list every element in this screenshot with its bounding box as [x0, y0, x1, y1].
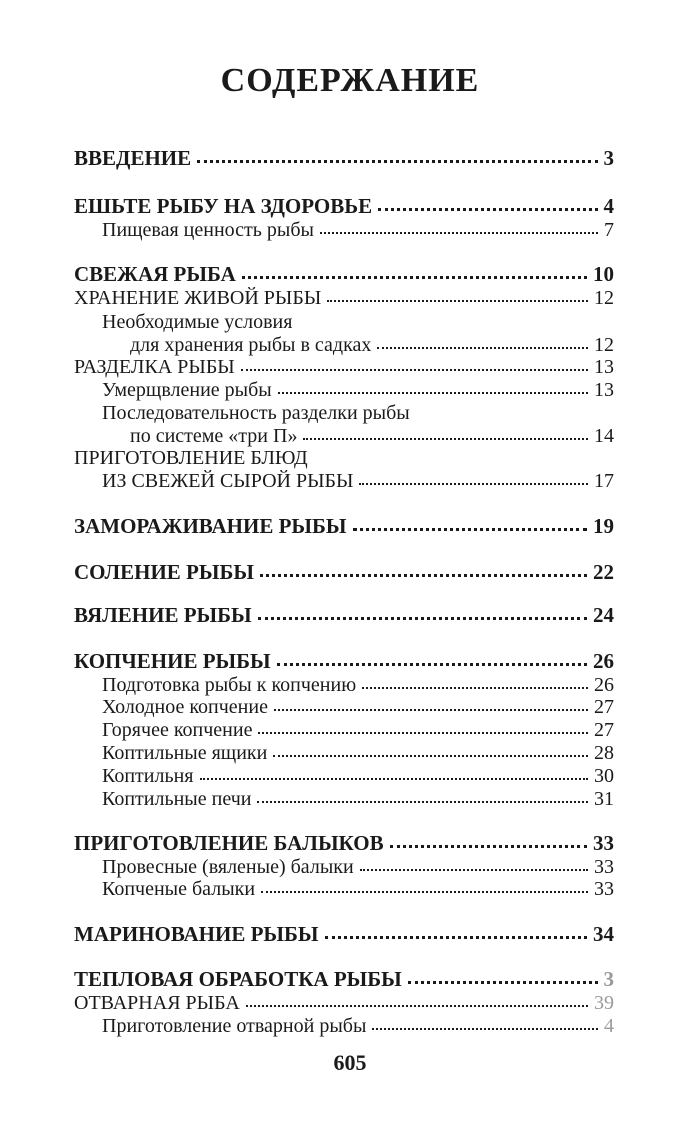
toc-entry[interactable] — [102, 764, 614, 788]
toc-entry-page: 13 — [594, 379, 614, 401]
dot-leader — [260, 568, 587, 577]
toc-entry-title: по системе «три П» — [130, 425, 298, 447]
toc-entry[interactable] — [102, 218, 614, 242]
dot-leader — [408, 975, 598, 984]
toc-entry-page: 31 — [594, 788, 614, 810]
toc-entry-page: 26 — [594, 674, 614, 696]
toc-entry-title: для хранения рыбы в садках — [130, 334, 372, 356]
toc-entry-title: КОПЧЕНИЕ РЫБЫ — [74, 649, 271, 673]
dot-leader — [261, 885, 588, 893]
toc-entry-title: Коптильные ящики — [102, 742, 268, 764]
dot-leader — [246, 999, 588, 1007]
toc-entry-title: ЕШЬТЕ РЫБУ НА ЗДОРОВЬЕ — [74, 194, 373, 218]
toc-entry-title-line: ПРИГОТОВЛЕНИЕ БЛЮД — [74, 447, 308, 469]
toc-entry-page: 4 — [604, 1015, 614, 1037]
toc-entry-title: ОТВАРНАЯ РЫБА — [74, 992, 240, 1014]
toc-entry-title: ЗАМОРАЖИВАНИЕ РЫБЫ — [74, 514, 347, 538]
toc-entry-title: Холодное копчение — [102, 696, 268, 718]
toc-entry-title: Подготовка рыбы к копчению — [102, 674, 357, 696]
toc-entry[interactable] — [102, 718, 614, 742]
toc-entry[interactable] — [74, 146, 614, 170]
dot-leader — [377, 341, 588, 349]
dot-leader — [273, 749, 588, 757]
toc-entry-page: 10 — [593, 262, 614, 286]
dot-leader — [277, 657, 587, 666]
toc-entry-title: Приготовление отварной рыбы — [102, 1015, 367, 1037]
toc-entry-page: 33 — [593, 831, 614, 855]
dot-leader — [378, 202, 597, 211]
dot-leader — [274, 703, 588, 711]
toc-entry-title: СОЛЕНИЕ РЫБЫ — [74, 560, 254, 584]
dot-leader — [320, 226, 598, 234]
page-number: 605 — [333, 1050, 367, 1075]
toc-entry-page: 33 — [594, 878, 614, 900]
toc-entry-page: 27 — [594, 719, 614, 741]
toc-entry-title: Провесные (вяленые) балыки — [102, 856, 354, 878]
toc-entry[interactable] — [102, 787, 614, 811]
toc-entry-title: ХРАНЕНИЕ ЖИВОЙ РЫБЫ — [74, 287, 322, 309]
dot-leader — [241, 363, 588, 371]
toc-entry[interactable] — [102, 673, 614, 697]
dot-leader — [278, 386, 588, 394]
toc-entry-page: 7 — [604, 219, 614, 241]
toc-entry-page: 27 — [594, 696, 614, 718]
toc-entry[interactable] — [74, 831, 614, 855]
toc-entry-page: 22 — [593, 560, 614, 584]
dot-leader — [360, 863, 588, 871]
toc-entry-title: Горячее копчение — [102, 719, 253, 741]
toc-entry[interactable] — [102, 1014, 614, 1038]
toc-entry[interactable] — [74, 286, 614, 310]
dot-leader — [362, 681, 588, 689]
toc-entry-page: 12 — [594, 287, 614, 309]
toc-entry[interactable] — [102, 855, 614, 879]
toc-entry-page: 34 — [593, 922, 614, 946]
toc-entry-title: Коптильные печи — [102, 788, 252, 810]
toc-entry-title: РАЗДЕЛКА РЫБЫ — [74, 356, 235, 378]
toc-entry[interactable] — [74, 355, 614, 379]
toc-entry-page: 39 — [594, 992, 614, 1014]
dot-leader — [200, 772, 589, 780]
toc-entry[interactable] — [74, 922, 614, 946]
toc-entry[interactable] — [102, 877, 614, 901]
toc-entry-title: ВВЕДЕНИЕ — [74, 146, 192, 170]
dot-leader — [359, 477, 588, 485]
toc-entry[interactable] — [74, 514, 614, 538]
toc-entry[interactable] — [74, 560, 614, 584]
toc-entry-title: ВЯЛЕНИЕ РЫБЫ — [74, 603, 252, 627]
toc-entry-page: 12 — [594, 334, 614, 356]
toc-entry-title: ТЕПЛОВАЯ ОБРАБОТКА РЫБЫ — [74, 967, 402, 991]
dot-leader — [303, 432, 588, 440]
toc-entry-title-line: Последовательность разделки рыбы — [102, 402, 410, 424]
page-title: СОДЕРЖАНИЕ — [220, 62, 480, 99]
toc-entry-page: 3 — [603, 967, 614, 991]
toc-entry-title: МАРИНОВАНИЕ РЫБЫ — [74, 922, 319, 946]
toc-entry[interactable] — [74, 649, 614, 673]
toc-entry-page: 4 — [603, 194, 614, 218]
toc-entry-title: Пищевая ценность рыбы — [102, 219, 314, 241]
toc-entry[interactable] — [102, 378, 614, 402]
toc-entry[interactable] — [74, 991, 614, 1015]
dot-leader — [258, 611, 587, 620]
toc-entry-page: 30 — [594, 765, 614, 787]
dot-leader — [325, 930, 587, 939]
dot-leader — [258, 726, 588, 734]
toc-entry[interactable] — [74, 603, 614, 627]
dot-leader — [390, 839, 587, 848]
toc-entry-page: 28 — [594, 742, 614, 764]
toc-entry-page: 14 — [594, 425, 614, 447]
toc-entry-title: Коптильня — [102, 765, 194, 787]
toc-entry-title: Умерщвление рыбы — [102, 379, 272, 401]
toc-entry-title: СВЕЖАЯ РЫБА — [74, 262, 236, 286]
toc-entry[interactable] — [74, 967, 614, 991]
toc-entry-title: Копченые балыки — [102, 878, 256, 900]
toc-entry-page: 3 — [603, 146, 614, 170]
toc-entry-page: 19 — [593, 514, 614, 538]
toc-entry-page: 26 — [593, 649, 614, 673]
toc-entry-title: ИЗ СВЕЖЕЙ СЫРОЙ РЫБЫ — [102, 470, 354, 492]
toc-entry-page: 33 — [594, 856, 614, 878]
dot-leader — [353, 522, 587, 531]
toc-entry[interactable] — [102, 741, 614, 765]
toc-entry[interactable] — [130, 333, 614, 357]
dot-leader — [197, 154, 597, 163]
toc-entry-title: ПРИГОТОВЛЕНИЕ БАЛЫКОВ — [74, 831, 384, 855]
toc-entry-title-line: Необходимые условия — [102, 311, 293, 333]
toc-entry[interactable] — [74, 194, 614, 218]
dot-leader — [257, 795, 588, 803]
toc-entry[interactable] — [130, 424, 614, 448]
dot-leader — [372, 1022, 598, 1030]
toc-entry[interactable] — [74, 262, 614, 286]
dot-leader — [327, 294, 588, 302]
toc-entry[interactable] — [102, 695, 614, 719]
dot-leader — [242, 270, 587, 279]
toc-entry[interactable] — [102, 469, 614, 493]
toc-entry-page: 13 — [594, 356, 614, 378]
toc-entry-page: 17 — [594, 470, 614, 492]
toc-entry-page: 24 — [593, 603, 614, 627]
